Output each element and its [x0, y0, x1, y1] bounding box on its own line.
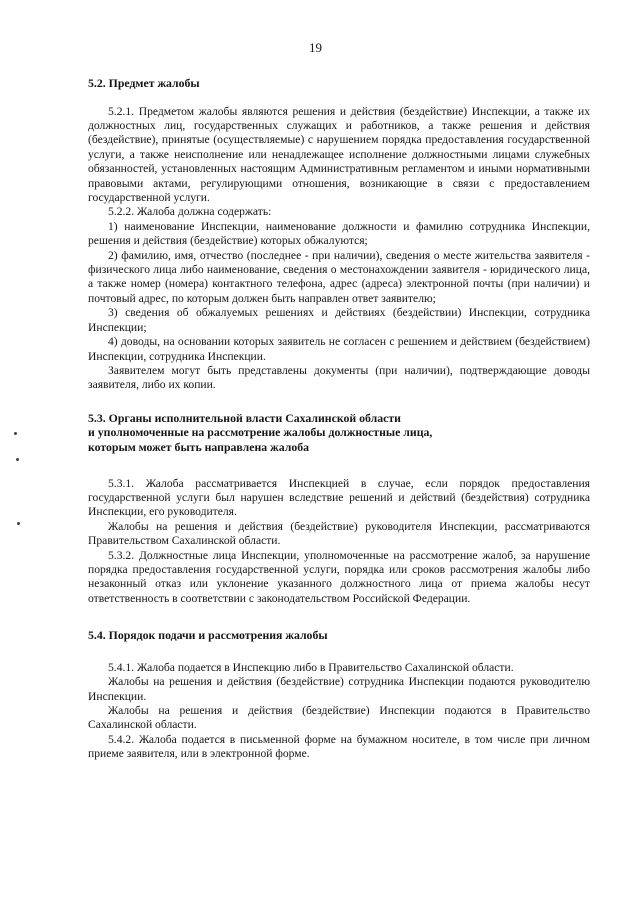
section-heading-5-4: 5.4. Порядок подачи и рассмотрения жалобы	[88, 628, 328, 643]
list-item-1: 1) наименование Инспекции, наименование должности и фамилию сотрудника Инспекции, решения и действия (бездействие) которых обжалуются;	[88, 219, 590, 248]
list-item-4: 4) доводы, на основании которых заявитель не согласен с решением и действием (бездействием) Инспекции, сотрудника Инспекции.	[88, 335, 590, 363]
section-heading-5-3-line-2: и уполномоченные на рассмотрение жалобы должностные лица,	[88, 425, 433, 440]
paragraph-5-2-1: 5.2.1. Предметом жалобы являются решения и действия (бездействие) Инспекции, а также их должностных лиц, государственных служащих и работников, а также решения и действия (бездействие), принятые (осуществляемые) с нарушением порядка предоставления государственной услуги, а также неисполнение или ненадлежащее исполнение должностными лицами служебных обязанностей, установленных настоящим Административным регламентом и иными нормативными правовыми актами, регулирующими отношения, возникающие в связи с предоставлением государственной услуги.	[88, 104, 590, 205]
paragraph-5-4-2: 5.4.2. Жалоба подается в письменной форме на бумажном носителе, в том числе при личном приеме заявителя, или в электронной форме.	[88, 732, 590, 761]
paragraph-5-4-1: 5.4.1. Жалоба подается в Инспекцию либо в Правительство Сахалинской области.	[108, 660, 514, 674]
page-number: 19	[309, 40, 322, 55]
section-heading-5-3-line-1: 5.3. Органы исполнительной власти Сахалинской области	[88, 410, 401, 425]
paragraph-head-complaints: Жалобы на решения и действия (бездействие) руководителя Инспекции, рассматриваются Правительством Сахалинской области.	[88, 519, 590, 548]
section-heading-5-3-line-3: которым может быть направлена жалоба	[88, 439, 310, 454]
list-item-3: 3) сведения об обжалуемых решениях и действиях (бездействии) Инспекции, сотрудника Инспекции;	[88, 306, 590, 334]
paragraph-5-3-1: 5.3.1. Жалоба рассматривается Инспекцией в случае, если порядок предоставления государственной услуги был нарушен вследствие решений и действий (бездействия) сотрудника Инспекции, его руководителя.	[88, 476, 590, 519]
scan-dot	[16, 458, 19, 461]
scan-dot	[17, 522, 20, 525]
paragraph-documents: Заявителем могут быть представлены документы (при наличии), подтверждающие доводы заявителя, либо их копии.	[88, 363, 590, 392]
list-item-2: 2) фамилию, имя, отчество (последнее - при наличии), сведения о месте жительства заявителя - физического лица либо наименование, сведения о местонахождении заявителя - юридического лица, а также номер (номера) контактного телефона, адрес (адреса) электронной почты (при наличии) и почтовый адрес, по которым должен быть направлен ответ заявителю;	[88, 248, 590, 305]
paragraph-employee-complaints: Жалобы на решения и действия (бездействие) сотрудника Инспекции подаются руководителю Инспекции.	[88, 675, 590, 703]
scan-dot	[14, 432, 17, 435]
paragraph-inspection-complaints: Жалобы на решения и действия (бездействие) Инспекции подаются в Правительство Сахалинской области.	[88, 703, 590, 732]
paragraph-5-3-2: 5.3.2. Должностные лица Инспекции, уполномоченные на рассмотрение жалоб, за нарушение порядка предоставления государственной услуги, порядка или сроков рассмотрения жалобы либо незаконный отказ или уклонение указанного должностного лица от приема жалобы несут ответственность в соответствии с законодательством Российской Федерации.	[88, 548, 590, 605]
section-heading-5-2: 5.2. Предмет жалобы	[88, 76, 200, 90]
paragraph-5-2-2: 5.2.2. Жалоба должна содержать:	[108, 205, 272, 219]
document-body	[88, 76, 590, 762]
